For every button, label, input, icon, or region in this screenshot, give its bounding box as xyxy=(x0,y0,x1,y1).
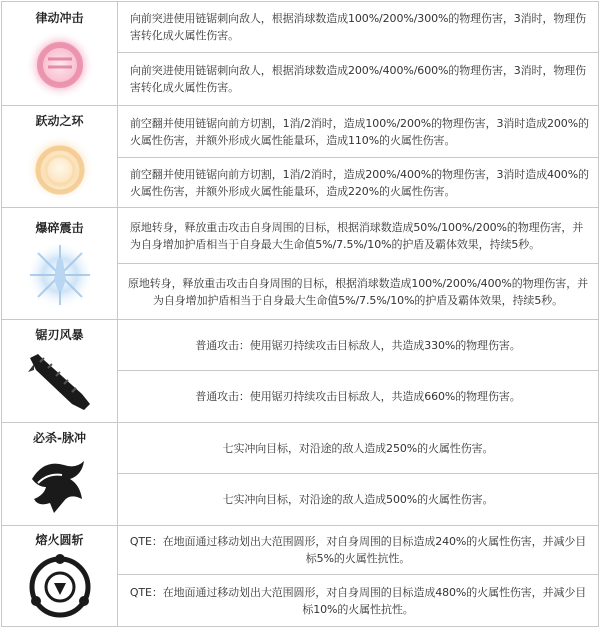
description-cell xyxy=(118,423,599,474)
description-cell xyxy=(118,106,599,158)
description-cell xyxy=(118,208,599,264)
description-cell xyxy=(118,526,599,575)
skill-cell xyxy=(2,106,118,208)
table-row xyxy=(2,208,599,264)
description-cell xyxy=(118,474,599,526)
description-cell xyxy=(118,53,599,106)
skill-cell xyxy=(2,208,118,320)
table-row xyxy=(2,526,599,575)
description-cell xyxy=(118,371,599,423)
description-cell xyxy=(118,158,599,208)
skill-name: 熔火圆斩 xyxy=(35,533,84,547)
skill-description: 前空翻并使用链锯向前方切割，1消/2消时，造成100%/200%的物理伤害，3消时造成200%的火属性伤害，并额外形成火属性能量环，造成110%的火属性伤害。 xyxy=(130,116,589,147)
description-cell xyxy=(118,2,599,53)
skill-description: 向前突进使用链锯刺向敌人，根据消球数造成200%/400%/600%的物理伤害，3消时，物理伤害转化成火属性伤害。 xyxy=(130,64,587,94)
skill-description: QTE：在地面通过移动划出大范围圆形，对自身周围的目标造成240%的火属性伤害，并减少目标5%的火属性抗性。 xyxy=(129,535,587,565)
skill-description: 七实冲向目标，对沿途的敌人造成500%的火属性伤害。 xyxy=(222,493,494,506)
circle-slash-icon xyxy=(24,551,96,623)
skill-description: QTE：在地面通过移动划出大范围圆形，对自身周围的目标造成480%的火属性伤害，并减少目标10%的火属性抗性。 xyxy=(129,585,587,616)
skill-description: 向前突进使用链锯刺向敌人，根据消球数造成100%/200%/300%的物理伤害，3消时，物理伤害转化成火属性伤害。 xyxy=(130,12,587,42)
description-cell xyxy=(118,575,599,627)
skill-description: 原地转身，释放重击攻击自身周围的目标，根据消球数造成50%/100%/200%的物理伤害，并为自身增加护盾相当于自身最大生命值5%/7.5%/10%的护盾及霸体效果，持续5秒。 xyxy=(130,220,584,251)
table-row xyxy=(2,423,599,474)
pulse-silhouette-icon xyxy=(24,449,96,521)
golden-ring-icon xyxy=(24,132,96,204)
skill-description: 普通攻击：使用锯刃持续攻击目标敌人，共造成330%的物理伤害。 xyxy=(195,338,521,352)
description-cell xyxy=(118,320,599,371)
table-row xyxy=(2,2,599,53)
skill-description: 普通攻击：使用锯刃持续攻击目标敌人，共造成660%的物理伤害。 xyxy=(195,390,521,403)
description-cell xyxy=(118,264,599,320)
skill-description: 前空翻并使用链锯向前方切割，1消/2消时，造成200%/400%的物理伤害，3消时造成400%的火属性伤害，并额外形成火属性能量环，造成220%的火属性伤害。 xyxy=(130,167,589,198)
chainsaw-blade-icon xyxy=(24,346,96,418)
skill-table xyxy=(1,1,599,627)
table-row xyxy=(2,106,599,158)
blue-burst-icon xyxy=(24,239,96,311)
skill-cell xyxy=(2,2,118,106)
pink-orb-icon xyxy=(24,29,96,101)
skill-cell xyxy=(2,526,118,627)
skill-name: 律动冲击 xyxy=(35,10,84,25)
skill-description: 原地转身，释放重击攻击自身周围的目标，根据消球数造成100%/200%/400%的物理伤害，并为自身增加护盾相当于自身最大生命值5%/7.5%/10%的护盾及霸体效果，持续5秒。 xyxy=(127,276,589,307)
skill-name: 必杀-脉冲 xyxy=(33,431,86,445)
skill-description: 七实冲向目标，对沿途的敌人造成250%的火属性伤害。 xyxy=(222,441,494,455)
table-row xyxy=(2,320,599,371)
skill-name: 跃动之环 xyxy=(35,113,84,128)
skill-cell xyxy=(2,423,118,526)
skill-cell xyxy=(2,320,118,423)
skill-name: 爆碎震击 xyxy=(35,220,84,235)
skill-name: 锯刃风暴 xyxy=(35,328,84,342)
